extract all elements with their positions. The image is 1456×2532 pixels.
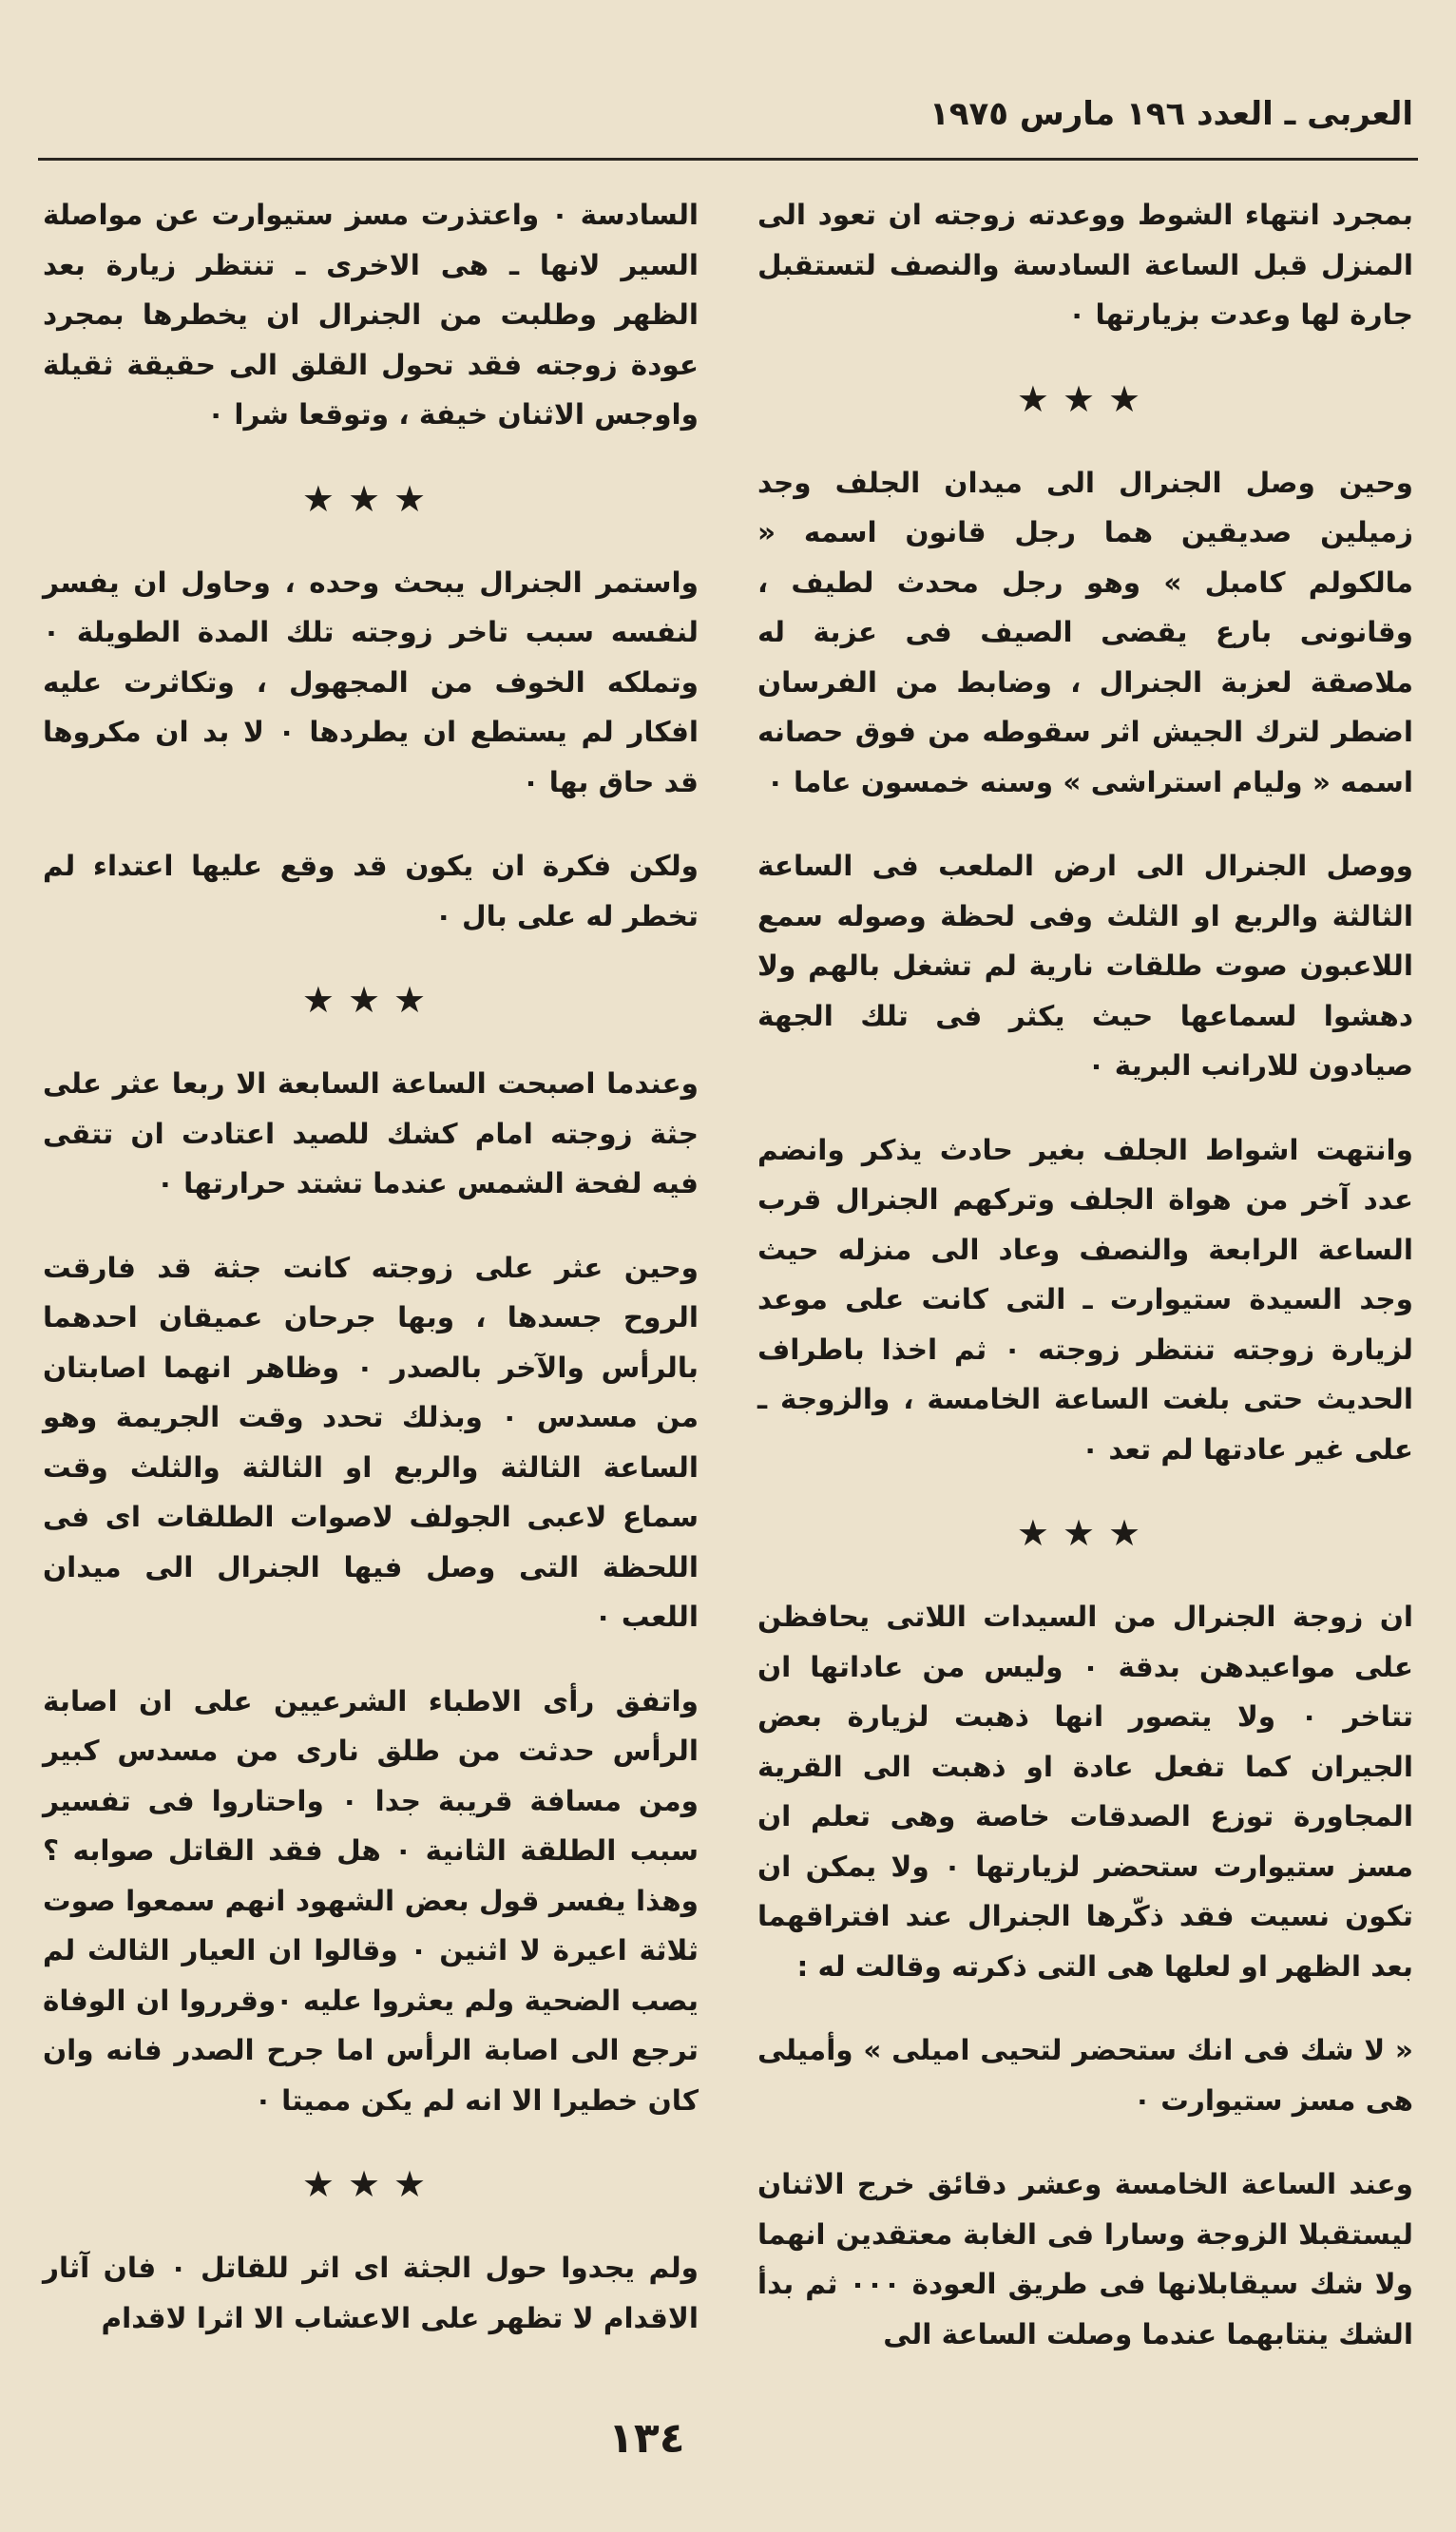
article-paragraph: واستمر الجنرال يبحث وحده ، وحاول ان يفسر لنفسه سبب تاخر زوجته تلك المدة الطويلة ٠ وتملكه الخوف من المجهول ، وتكاثرت عليه افكار لم يستطع ان يطردها ٠ لا بد ان مكروها قد حاق بها ٠ xyxy=(43,566,699,798)
article-paragraph: ووصل الجنرال الى ارض الملعب فى الساعة الثالثة والربع او الثلث وفى لحظة وصوله سمع اللاعبون صوت طلقات نارية لم تشغل بالهم ولا دهشوا لسماعها حيث يكثر فى تلك الجهة صيادون للارانب البرية ٠ xyxy=(757,850,1413,1082)
article-column-left xyxy=(43,190,699,2377)
article-paragraph: بمجرد انتهاء الشوط ووعدته زوجته ان تعود الى المنزل قبل الساعة السادسة والنصف لتستقبل جارة لها وعدت بزيارتها ٠ xyxy=(757,199,1413,331)
section-separator-stars: ★★★ xyxy=(301,477,440,520)
article-paragraph: وحين وصل الجنرال الى ميدان الجلف وجد زميلين صديقين هما رجل قانون اسمه « مالكولم كامبل » وهو رجل محدث لطيف ، وقانونى بارع يقضى الصيف فى عزبة له ملاصقة لعزبة الجنرال ، وضابط من الفرسان اضطر لترك الجيش اثر سقوطه من فوق حصانه اسمه « وليام استراشى » وسنه خمسون عاما ٠ xyxy=(757,466,1413,798)
article-paragraph: وعند الساعة الخامسة وعشر دقائق خرج الاثنان ليستقبلا الزوجة وسارا فى الغابة معتقدين انهما ولا شك سيقابلانها فى طريق العودة ٠٠٠ ثم بدأ الشك ينتابهما عندما وصلت الساعة الى xyxy=(757,2168,1413,2350)
article-paragraph: « لا شك فى انك ستحضر لتحيى اميلى » وأميلى هى مسز ستيوارت ٠ xyxy=(757,2034,1413,2117)
article-paragraph: وانتهت اشواط الجلف بغير حادث يذكر وانضم عدد آخر من هواة الجلف وتركهم الجنرال قرب الساعة الرابعة والنصف وعاد الى منزله حيث وجد السيدة ستيوارت ـ التى كانت على موعد لزيارة زوجته تنتظر زوجته ٠ ثم اخذا باطراف الحديث حتى بلغت الساعة الخامسة ، والزوجة ـ على غير عادتها لم تعد ٠ xyxy=(757,1133,1414,1466)
article-paragraph: ولكن فكرة ان يكون قد وقع عليها اعتداء لم تخطر له على بال ٠ xyxy=(43,850,699,932)
article-paragraph: وحين عثر على زوجته كانت جثة قد فارقت الروح جسدها ، وبها جرحان عميقان احدهما بالرأس والآخر بالصدر ٠ وظاهر انهما اصابتان من مسدس ٠ وبذلك تحدد وقت الجريمة وهو الساعة الثالثة والربع او الثالثة والثلث وقت سماع لاعبى الجولف لاصوات الطلقات اى فى اللحظة التى وصل فيها الجنرال الى ميدان اللعب ٠ xyxy=(43,1251,699,1633)
article-paragraph: ولم يجدوا حول الجثة اى اثر للقاتل ٠ فان آثار الاقدام لا تظهر على الاعشاب الا اثرا لاقدام xyxy=(43,2252,699,2334)
article-paragraph: ان زوجة الجنرال من السيدات اللاتى يحافظن على مواعيدهن بدقة ٠ وليس من عاداتها ان تتاخر ٠ ولا يتصور انها ذهبت لزيارة بعض الجيران كما تفعل عادة او ذهبت الى القرية المجاورة توزع الصدقات خاصة وهى تعلم ان مسز ستيوارت ستحضر لزيارتها ٠ ولا يمكن ان تكون نسيت فقد ذكّرها الجنرال عند افتراقهما بعد الظهر او لعلها هى التى ذكرته وقالت له : xyxy=(757,1601,1413,1983)
article-paragraph: السادسة ٠ واعتذرت مسز ستيوارت عن مواصلة السير لانها ـ هى الاخرى ـ تنتظر زيارة بعد الظهر وطلبت من الجنرال ان يخطرها بمجرد عودة زوجته فقد تحول القلق الى حقيقة ثقيلة واوجس الاثنان خيفة ، وتوقعا شرا ٠ xyxy=(43,199,699,431)
article-paragraph: واتفق رأى الاطباء الشرعيين على ان اصابة الرأس حدثت من طلق نارى من مسدس كبير ومن مسافة قريبة جدا ٠ واحتاروا فى تفسير سبب الطلقة الثانية ٠ هل فقد القاتل صوابه ؟ وهذا يفسر قول بعض الشهود انهم سمعوا صوت ثلاثة اعيرة لا اثنين ٠ وقالوا ان العيار الثالث لم يصب الضحية ولم يعثروا عليه ٠وقرروا ان الوفاة ترجع الى اصابة الرأس اما جرح الصدر فانه وان كان خطيرا الا انه لم يكن مميتا ٠ xyxy=(43,1684,699,2117)
article-column-right xyxy=(757,190,1413,2393)
section-separator-stars: ★★★ xyxy=(1016,377,1155,420)
page-number: ١٣٤ xyxy=(608,2414,685,2463)
article-paragraph: وعندما اصبحت الساعة السابعة الا ربعا عثر على جثة زوجته امام كشك للصيد اعتادت ان تتقى فيه لفحة الشمس عندما تشتد حرارتها ٠ xyxy=(43,1067,699,1199)
section-separator-stars: ★★★ xyxy=(1016,1512,1155,1554)
header-divider xyxy=(38,158,1418,161)
section-separator-stars: ★★★ xyxy=(301,979,440,1021)
running-header: العربى ـ العدد ١٩٦ مارس ١٩٧٥ xyxy=(929,95,1413,133)
section-separator-stars: ★★★ xyxy=(301,2163,440,2205)
